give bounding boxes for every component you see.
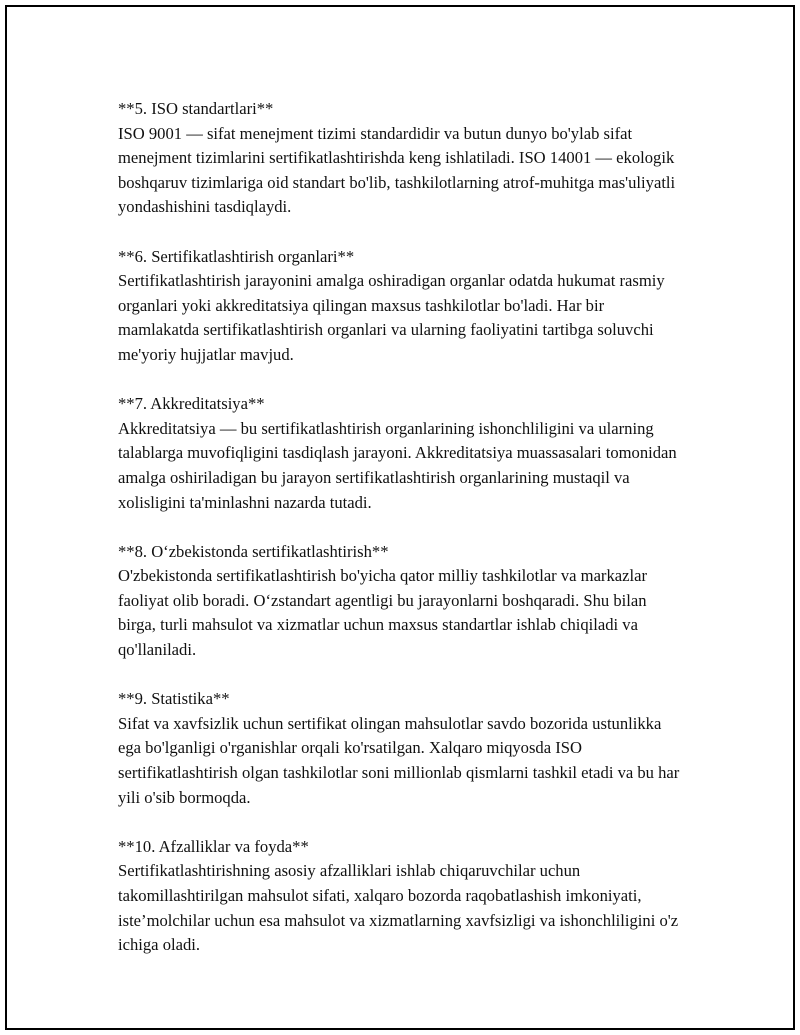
document-content: [118, 97, 688, 982]
section-heading: **6. Sertifikatlashtirish organlari**: [118, 246, 355, 266]
section-iso-standards: [118, 97, 688, 220]
section-statistics: [118, 687, 688, 810]
section-heading: **9. Statistika**: [118, 689, 230, 709]
section-paragraph: O'zbekistonda sertifikatlashtirish bo'yicha qator milliy tashkilotlar va markazlar faoliyat olib boradi. O‘zstandart agentligi bu jarayonlarni boshqaradi. Shu bilan birga, turli mahsulot va xizmatlar uchun maxsus standartlar ishlab chiqiladi va qo'llaniladi.: [118, 566, 647, 660]
section-paragraph: Sertifikatlashtirish jarayonini amalga oshiradigan organlar odatda hukumat rasmiy organlari yoki akkreditatsiya qilingan maxsus tashkilotlar bo'ladi. Har bir mamlakatda sertifikatlashtirish organlari va ularning faoliyatini tartibga soluvchi me'yoriy hujjatlar mavjud.: [118, 271, 665, 364]
section-uzbekistan-certification: [118, 540, 688, 663]
section-paragraph: ISO 9001 — sifat menejment tizimi standardidir va butun dunyo bo'ylab sifat menejment tizimlarini sertifikatlashtirishda keng ishlatiladi. ISO 14001 — ekologik boshqaruv tizimlariga oid standart bo'lib, tashkilotlarning atrof-muhitga mas'uliyatli yondashishini tasdiqlaydi.: [118, 123, 676, 217]
section-benefits: [118, 835, 688, 958]
section-heading: **5. ISO standartlari**: [118, 99, 274, 118]
document-page: [5, 5, 795, 1030]
section-heading: **8. O‘zbekistonda sertifikatlashtirish**: [118, 541, 389, 561]
section-heading: **10. Afzalliklar va foyda**: [118, 836, 309, 856]
section-paragraph: Sertifikatlashtirishning asosiy afzalliklari ishlab chiqaruvchilar uchun takomillashtirilgan mahsulot sifati, xalqaro bozorda raqobatlashish imkoniyati, iste’molchilar uchun esa mahsulot va xizmatlarning xavfsizligi va ishonchliligini o'z ichiga oladi.: [118, 861, 679, 955]
section-paragraph: Akkreditatsiya — bu sertifikatlashtirish organlarining ishonchliligini va ularning talablarga muvofiqligini tasdiqlash jarayoni. Akkreditatsiya muassasalari tomonidan amalga oshiriladigan bu jarayon sertifikatlashtirish organlarining mustaqil va xolisligini ta'minlashni nazarda tutadi.: [118, 418, 677, 512]
section-accreditation: [118, 392, 688, 515]
section-certification-bodies: [118, 245, 688, 368]
section-paragraph: Sifat va xavfsizlik uchun sertifikat olingan mahsulotlar savdo bozorida ustunlikka ega bo'lganligi o'rganishlar orqali ko'rsatilgan. Xalqaro miqyosda ISO sertifikatlashtirish olgan tashkilotlar soni millionlab qismlarni tashkil etadi va bu har yili o'sib bormoqda.: [118, 713, 680, 807]
section-heading: **7. Akkreditatsiya**: [118, 394, 265, 414]
